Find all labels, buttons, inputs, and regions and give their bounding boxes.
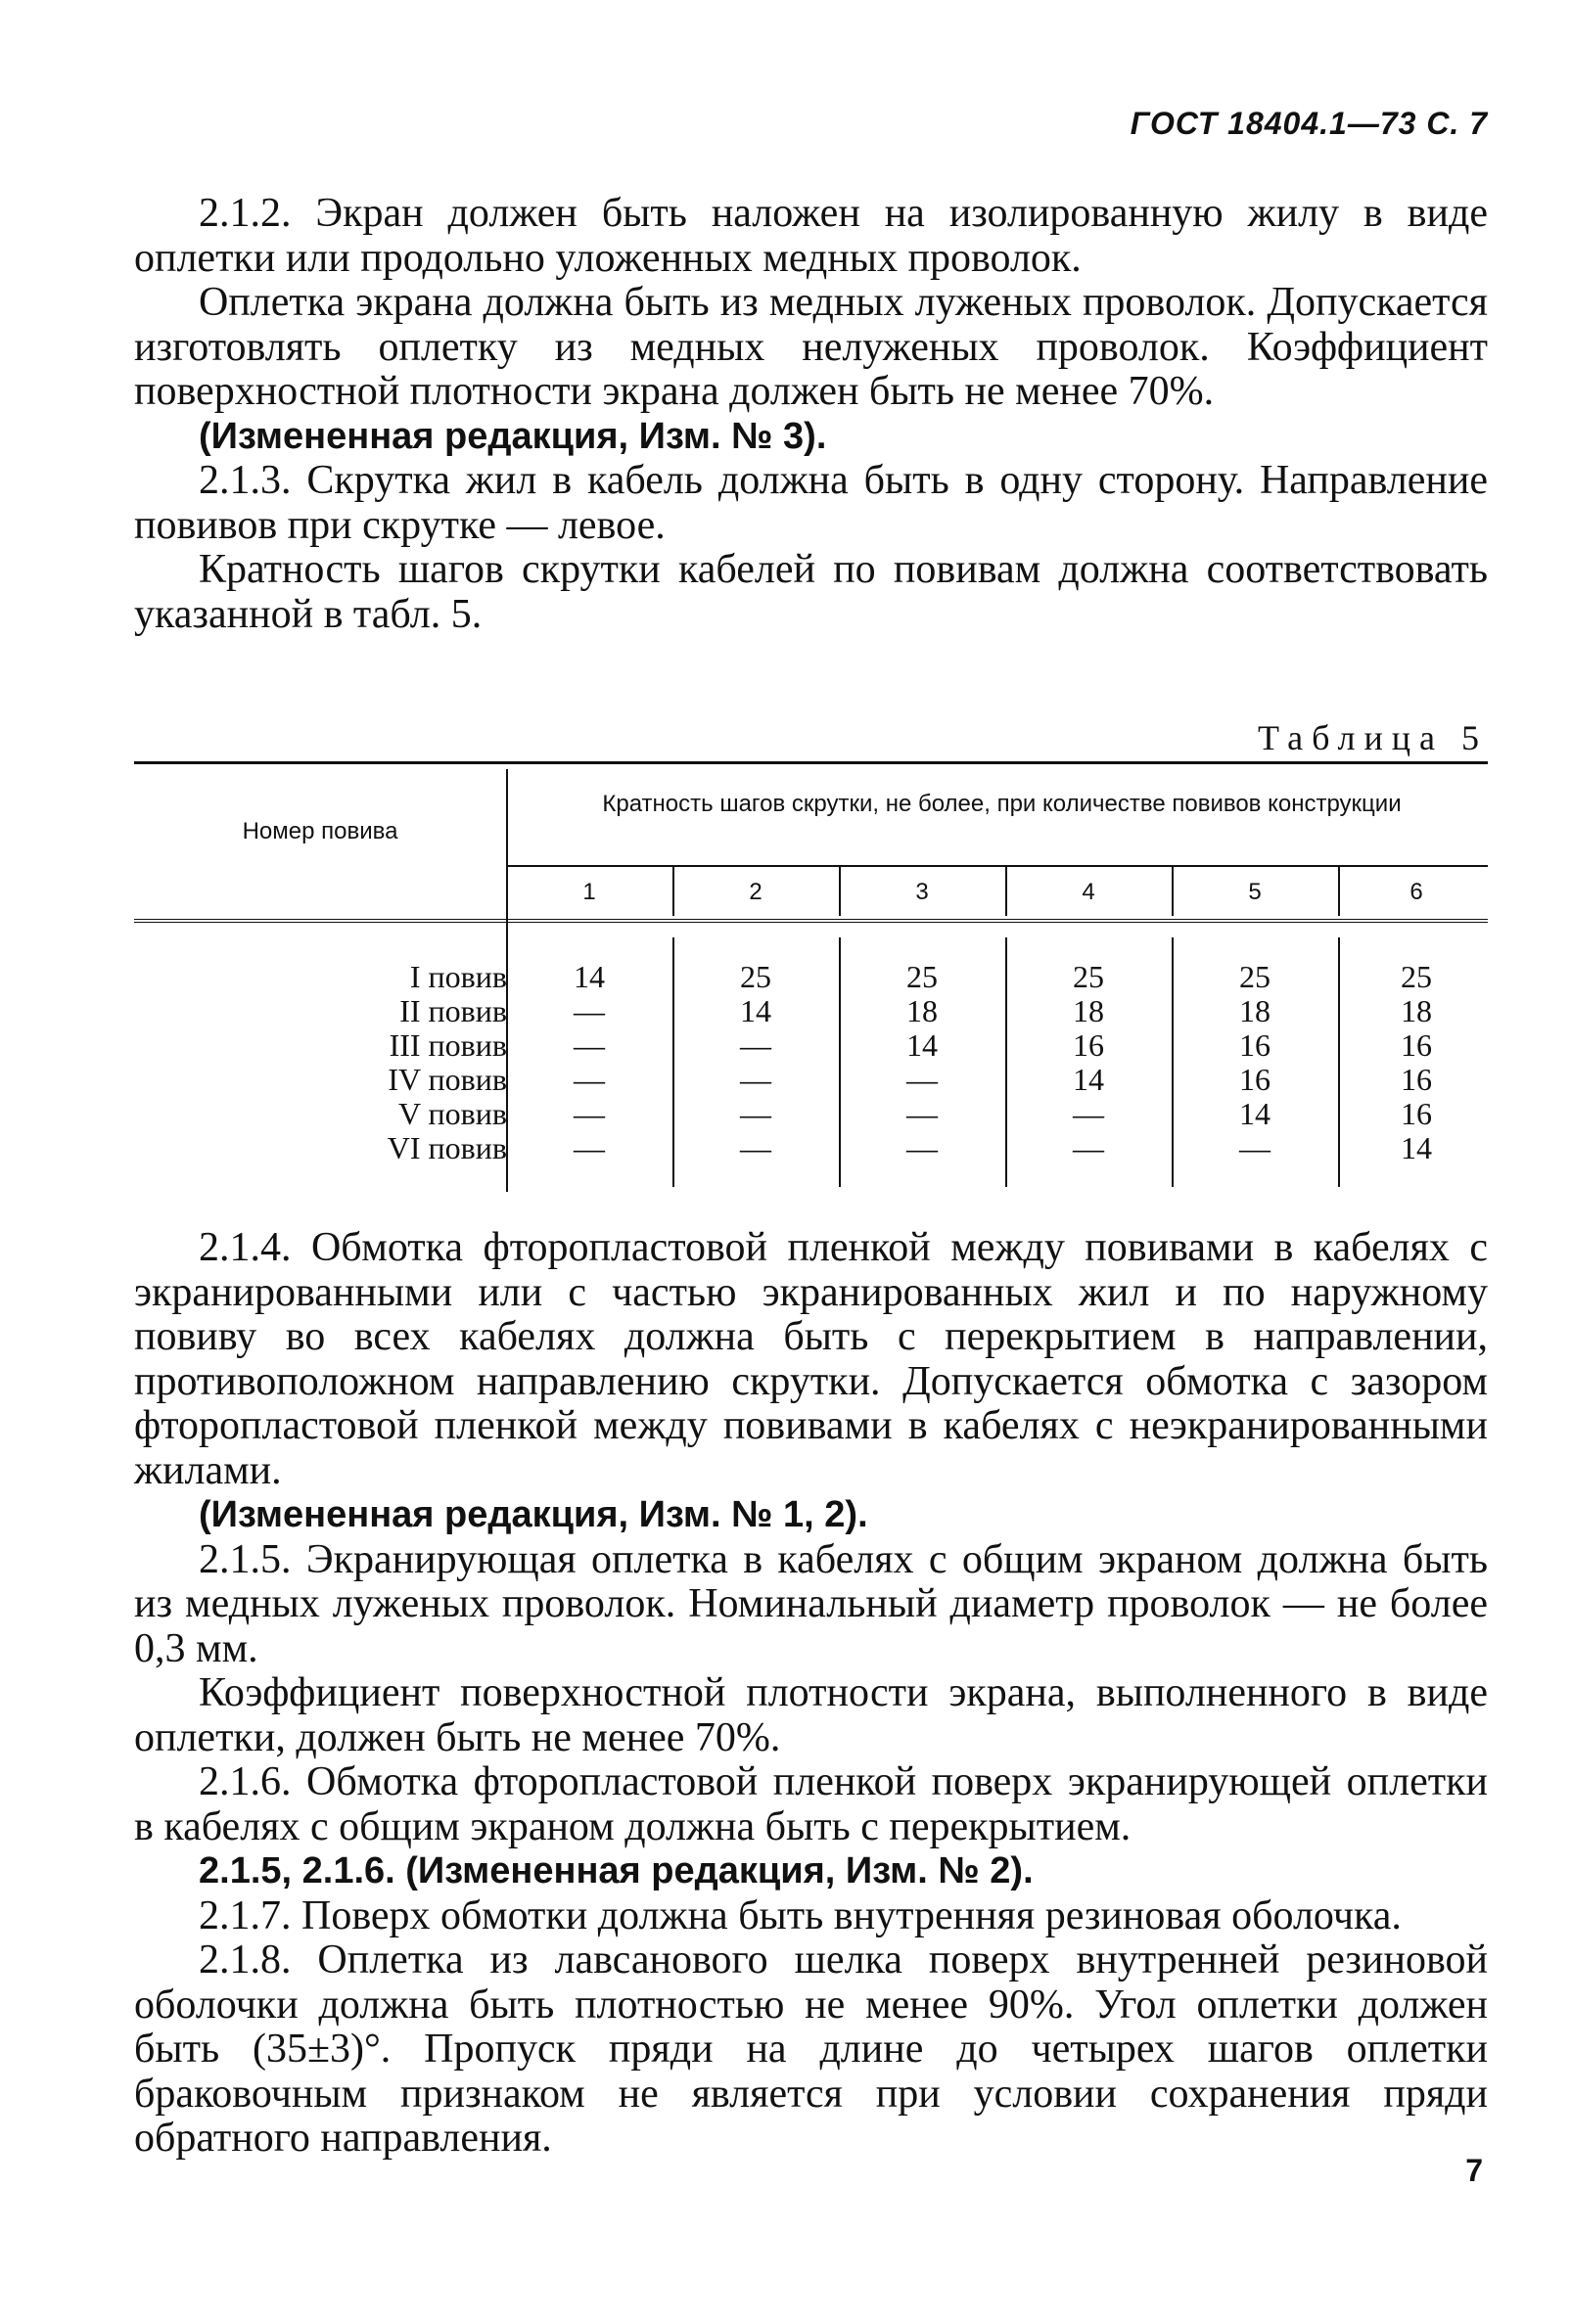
table-divider [1172,867,1174,916]
table-cell: — [574,993,605,1028]
table-cell: 14 [906,1027,938,1063]
table-cell: — [906,1130,938,1165]
row-label: IV повив [388,1062,507,1097]
amendment-note: (Измененная редакция, Изм. № 3). [199,415,827,457]
table-cell: — [740,1096,771,1131]
table-cell: 16 [1073,1027,1104,1063]
table-cell: — [574,1062,605,1097]
sub-header: 4 [1082,879,1095,905]
table-divider [1005,867,1007,916]
table-cell: 14 [1073,1062,1104,1097]
sub-header: 2 [749,879,762,905]
paragraph: Оплетка экрана должна быть из медных луженых проволок. Допускается изготовлять оплетку из медных нелуженых проволок. Коэффициент поверхностной плотности экрана должен быть не менее 70%. [134,280,1488,414]
paragraph: 2.1.7. Поверх обмотки должна быть внутренняя резиновая оболочка. [199,1892,1402,1938]
table-cell: 25 [740,959,771,994]
table-cell: — [1239,1130,1271,1165]
table-cell: 14 [574,959,605,994]
table-divider [1172,937,1174,1187]
table-divider [839,867,841,916]
table-divider [1338,867,1340,916]
sub-header: 6 [1409,879,1423,905]
paragraph: 2.1.2. Экран должен быть наложен на изолированную жилу в виде оплетки или продольно уложенных медных проволок. [134,191,1488,281]
table-cell: 25 [1401,959,1432,994]
table-cell: 16 [1401,1027,1432,1063]
table-cell: 18 [906,993,938,1028]
column-header-row-number: Номер повива [242,818,398,844]
table-cell: 25 [906,959,938,994]
table-cell: — [906,1096,938,1131]
sub-header: 1 [582,879,596,905]
page-number: 7 [1465,2153,1483,2188]
table-cell: 14 [1401,1130,1432,1165]
table-divider [1005,937,1007,1187]
table-cell: 16 [1239,1062,1271,1097]
page-header: ГОСТ 18404.1—73 С. 7 [1130,106,1488,141]
table-divider [672,937,674,1187]
table-cell: 18 [1401,993,1432,1028]
sub-header: 5 [1248,879,1262,905]
table-cell: 18 [1239,993,1271,1028]
table-cell: 14 [740,993,771,1028]
table-divider [839,937,841,1187]
paragraph: 2.1.6. Обмотка фторопластовой пленкой поверх экранирующей оплетки в кабелях с общим экраном должна быть с перекрытием. [134,1759,1488,1849]
table-cell: 25 [1073,959,1104,994]
table-cell: 16 [1239,1027,1271,1063]
table-5 [134,761,1488,1192]
table-cell: — [740,1130,771,1165]
table-divider [672,867,674,916]
table-cell: — [574,1130,605,1165]
text-block-top [134,192,1488,637]
table-cell: — [740,1027,771,1063]
row-label: V повив [398,1096,507,1131]
amendment-note: 2.1.5, 2.1.6. (Измененная редакция, Изм. № 2). [199,1850,1034,1891]
paragraph: Кратность шагов скрутки кабелей по повивам должна соответствовать указанной в табл. 5. [134,547,1488,637]
paragraph: 2.1.8. Оплетка из лавсанового шелка поверх внутренней резиновой оболочки должна быть плотностью не менее 90%. Угол оплетки должен быть (35±3)°. Пропуск пряди на длине до четырех шагов оплетки браковочным признаком не является при условии сохранения пряди обратного направления. [134,1937,1488,2161]
table-divider [1338,937,1340,1187]
table-cell: — [1073,1130,1104,1165]
paragraph: 2.1.5. Экранирующая оплетка в кабелях с общим экраном должна быть из медных луженых проволок. Номинальный диаметр проволок — не более 0,3 мм. [134,1536,1488,1671]
table-cell: 18 [1073,993,1104,1028]
table-header-rule [506,865,1488,867]
table-header-bottom-rule [134,919,1488,923]
row-label: II повив [399,993,507,1028]
table-cell: 14 [1239,1096,1271,1131]
column-group-header: Кратность шагов скрутки, не более, при количестве повивов конструкции [602,791,1402,817]
table-cell: — [740,1062,771,1097]
table-cell: — [574,1096,605,1131]
table-top-rule [134,761,1488,764]
text-block-bottom [134,1226,1488,2162]
row-label: I повив [409,959,507,994]
table-cell: 16 [1401,1096,1432,1131]
table-cell: 25 [1239,959,1271,994]
table-cell: — [1073,1096,1104,1131]
paragraph: 2.1.3. Скрутка жил в кабель должна быть в одну сторону. Направление повивов при скрутке — левое. [134,458,1488,548]
paragraph: 2.1.4. Обмотка фторопластовой пленкой между повивами в кабелях с экранированными или с частью экранированных жил и по наружному повиву во всех кабелях должна быть с перекрытием в направлении, противоположном направлению скрутки. Допускается обмотка с зазором фторопластовой пленкой между повивами в кабелях с неэкранированными жилами. [134,1225,1488,1493]
paragraph: Коэффициент поверхностной плотности экрана, выполненного в виде оплетки, должен быть не менее 70%. [134,1670,1488,1760]
table-cell: — [574,1027,605,1063]
amendment-note: (Измененная редакция, Изм. № 1, 2). [199,1494,868,1535]
table-cell: 16 [1401,1062,1432,1097]
table-caption: Таблица 5 [1258,718,1488,757]
sub-header: 3 [915,879,929,905]
row-label: III повив [389,1027,507,1063]
table-cell: — [906,1062,938,1097]
row-label: VI повив [387,1130,507,1165]
